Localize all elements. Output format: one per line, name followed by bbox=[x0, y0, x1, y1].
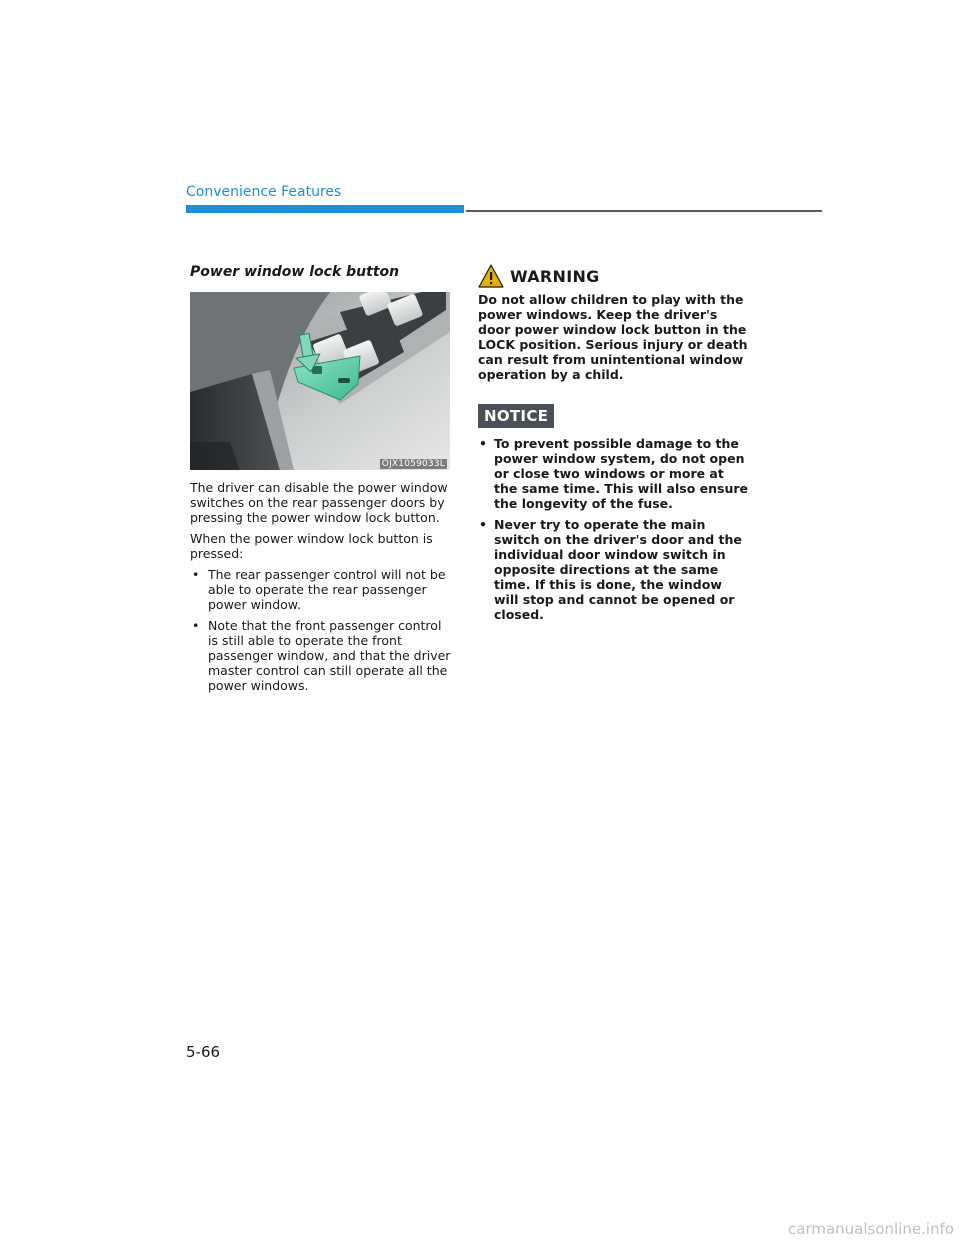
header-rule bbox=[466, 210, 822, 212]
watermark: carmanualsonline.info bbox=[788, 1220, 954, 1238]
section-title: Power window lock button bbox=[190, 264, 400, 280]
body-paragraph: The driver can disable the power window switches on the rear passenger doors by pressing the power window lock button. bbox=[190, 480, 448, 525]
door-panel-illustration bbox=[190, 292, 450, 470]
warning-text: Do not allow children to play with the power windows. Keep the driver's door power window lock button in the LOCK position. Serious injury or death can result from unintentional window operation by a child. bbox=[478, 292, 748, 382]
warning-header bbox=[478, 264, 748, 288]
bullet-list bbox=[190, 567, 452, 693]
list-item: • The rear passenger control will not be able to operate the rear passenger power window. bbox=[190, 567, 452, 612]
figure-code: OJX1059033L bbox=[381, 459, 445, 469]
warning-triangle-icon bbox=[478, 264, 504, 288]
list-item: • To prevent possible damage to the power window system, do not open or close two windows or more at the same time. This will also ensure the longevity of the fuse. bbox=[478, 436, 748, 511]
list-item: • Note that the front passenger control is still able to operate the front passenger window, and that the driver master control can still operate all the power windows. bbox=[190, 618, 452, 693]
notice-list bbox=[478, 436, 748, 622]
notice-badge: NOTICE bbox=[478, 404, 554, 428]
list-item: • Never try to operate the main switch on the driver's door and the individual door window switch in opposite directions at the same time. If this is done, the window will stop and cannot be opened or closed. bbox=[478, 517, 748, 622]
chapter-title: Convenience Features bbox=[186, 184, 342, 200]
page-number: 5-66 bbox=[186, 1043, 221, 1061]
power-window-switch-figure bbox=[190, 292, 450, 470]
warning-title: WARNING bbox=[510, 266, 600, 286]
left-column bbox=[190, 262, 452, 699]
body-paragraph: When the power window lock button is pressed: bbox=[190, 531, 433, 561]
right-column bbox=[478, 264, 748, 628]
header-accent-bar bbox=[186, 205, 464, 213]
